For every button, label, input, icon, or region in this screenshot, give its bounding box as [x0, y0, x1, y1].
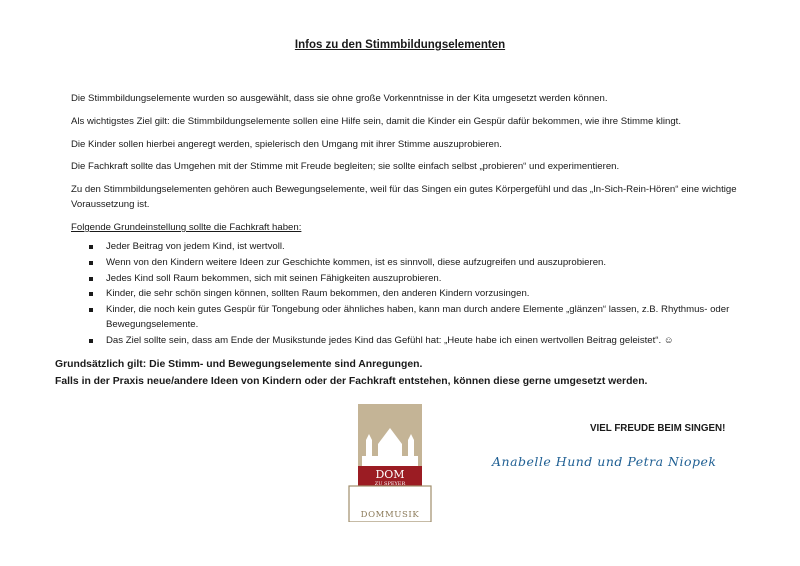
list-heading: Folgende Grundeinstellung sollte die Fachkraft haben: — [71, 222, 302, 233]
list-item: Wenn von den Kindern weitere Ideen zur Geschichte kommen, ist es sinnvoll, diese aufzugreifen und auszuprobieren. — [88, 256, 748, 271]
list-item: Kinder, die sehr schön singen können, sollten Raum bekommen, den anderen Kindern vorzusingen. — [88, 287, 748, 302]
logo-speyer-text: ZU SPEYER — [374, 481, 406, 487]
bullet-icon — [89, 277, 93, 281]
paragraph-1: Die Stimmbildungselemente wurden so ausgewählt, dass sie ohne große Vorkenntnisse in der Kita umgesetzt werden können. — [71, 93, 608, 104]
list-item: Jedes Kind soll Raum bekommen, sich mit seinen Fähigkeiten auszuprobieren. — [88, 272, 748, 287]
dommusik-logo — [348, 404, 432, 522]
bullet-icon — [89, 308, 93, 312]
logo-dommusik-text: DOMMUSIK — [360, 510, 420, 520]
signature: Anabelle Hund und Petra Niopek — [492, 454, 717, 469]
paragraph-2: Als wichtigstes Ziel gilt: die Stimmbildungselemente sollen eine Hilfe sein, damit die Kinder ein Gespür dafür bekommen, wie ihre Stimme klingt. — [71, 116, 682, 127]
paragraph-4: Die Fachkraft sollte das Umgehen mit der Stimme mit Freude begleiten; sie sollte einfach selbst „probieren“ und experimentieren. — [71, 161, 620, 172]
logo-dom-text: DOM — [375, 468, 405, 481]
principles-list — [88, 240, 748, 350]
document-title: Infos zu den Stimmbildungselementen — [294, 39, 506, 51]
bullet-icon — [89, 292, 93, 296]
list-item: Jeder Beitrag von jedem Kind, ist wertvoll. — [88, 240, 748, 255]
summary-line-2: Falls in der Praxis neue/andere Ideen von Kindern oder der Fachkraft entstehen, können diese gerne umgesetzt werden. — [55, 376, 648, 387]
paragraph-3: Die Kinder sollen hierbei angeregt werden, spielerisch den Umgang mit ihrer Stimme auszuprobieren. — [71, 139, 502, 150]
bullet-icon — [89, 339, 93, 343]
list-item: Das Ziel sollte sein, dass am Ende der Musikstunde jedes Kind das Gefühl hat: „Heute habe ich einen wertvollen Beitrag geleistet“. ☺ — [88, 334, 748, 349]
bullet-icon — [89, 261, 93, 265]
bullet-icon — [89, 245, 93, 249]
summary-line-1: Grundsätzlich gilt: Die Stimm- und Bewegungselemente sind Anregungen. — [55, 359, 423, 370]
list-item: Kinder, die noch kein gutes Gespür für Tongebung oder ähnliches haben, kann man durch andere Elemente „glänzen“ lassen, z.B. Rhythmus- oder Bewegungselemente. — [88, 303, 748, 333]
paragraph-5: Zu den Stimmbildungselementen gehören auch Bewegungselemente, weil für das Singen ein gutes Körpergefühl und das „In-Sich-Rein-Hören“ eine wichtige Voraussetzung ist. — [71, 184, 737, 210]
closing-line: VIEL FREUDE BEIM SINGEN! — [590, 423, 726, 434]
